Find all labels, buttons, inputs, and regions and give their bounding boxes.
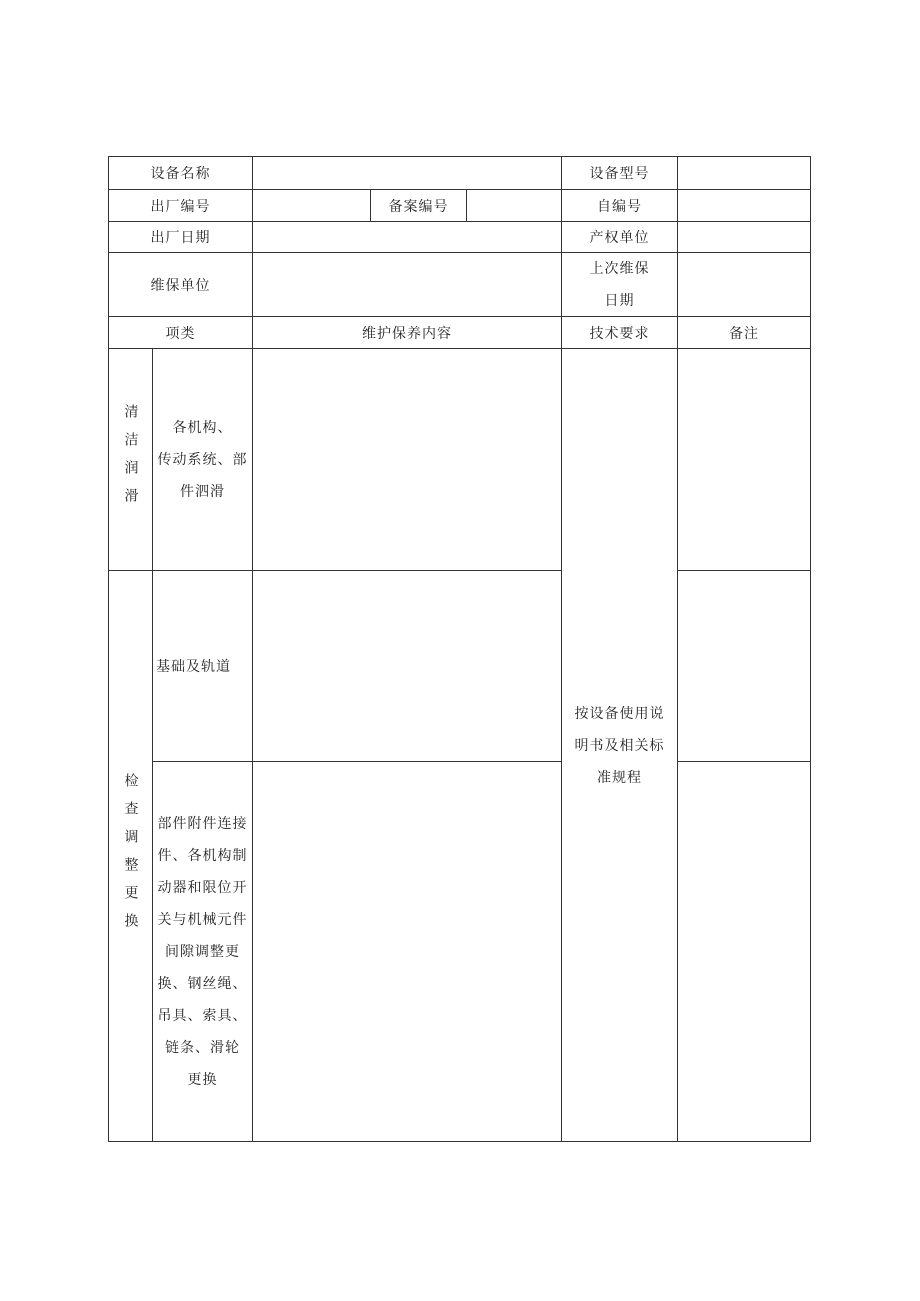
remark-parts-field[interactable] (678, 762, 810, 1142)
maintenance-unit-field[interactable] (253, 253, 562, 317)
section-cleaning-lubrication: 清洁润滑 (109, 349, 153, 571)
category-header: 项类 (109, 317, 253, 349)
item-foundation-track: 基础及轨道 (153, 571, 253, 762)
factory-number-field[interactable] (253, 190, 371, 222)
remark-foundation-field[interactable] (678, 571, 810, 762)
section-inspection-adjustment: 检查调整更换 (109, 571, 153, 1142)
device-model-label: 设备型号 (562, 157, 678, 190)
device-name-field[interactable] (253, 157, 562, 190)
device-name-label: 设备名称 (109, 157, 253, 190)
item-parts-adjustment: 部件附件连接 件、各机构制 动器和限位开 关与机械元件 间隙调整更 换、钢丝绳、 吊具、索具、 链条、滑轮 更换 (153, 762, 253, 1142)
requirement-header: 技术要求 (562, 317, 678, 349)
record-number-label: 备案编号 (371, 190, 467, 222)
factory-number-label: 出厂编号 (109, 190, 253, 222)
self-number-field[interactable] (678, 190, 810, 222)
property-unit-field[interactable] (678, 222, 810, 253)
self-number-label: 自编号 (562, 190, 678, 222)
remark-lubrication-field[interactable] (678, 349, 810, 571)
content-lubrication-field[interactable] (253, 349, 562, 571)
technical-requirement-cell: 按设备使用说 明书及相关标 准规程 (562, 349, 678, 1142)
remark-header: 备注 (678, 317, 810, 349)
last-maintenance-date-label: 上次维保 日期 (562, 253, 678, 317)
content-header: 维护保养内容 (253, 317, 562, 349)
maintenance-record-form (108, 156, 811, 1142)
factory-date-label: 出厂日期 (109, 222, 253, 253)
factory-date-field[interactable] (253, 222, 562, 253)
last-maintenance-date-field[interactable] (678, 253, 810, 317)
device-model-field[interactable] (678, 157, 810, 190)
maintenance-unit-label: 维保单位 (109, 253, 253, 317)
item-lubrication: 各机构、 传动系统、部 件泗滑 (153, 349, 253, 571)
content-parts-field[interactable] (253, 762, 562, 1142)
record-number-field[interactable] (467, 190, 562, 222)
property-unit-label: 产权单位 (562, 222, 678, 253)
content-foundation-field[interactable] (253, 571, 562, 762)
